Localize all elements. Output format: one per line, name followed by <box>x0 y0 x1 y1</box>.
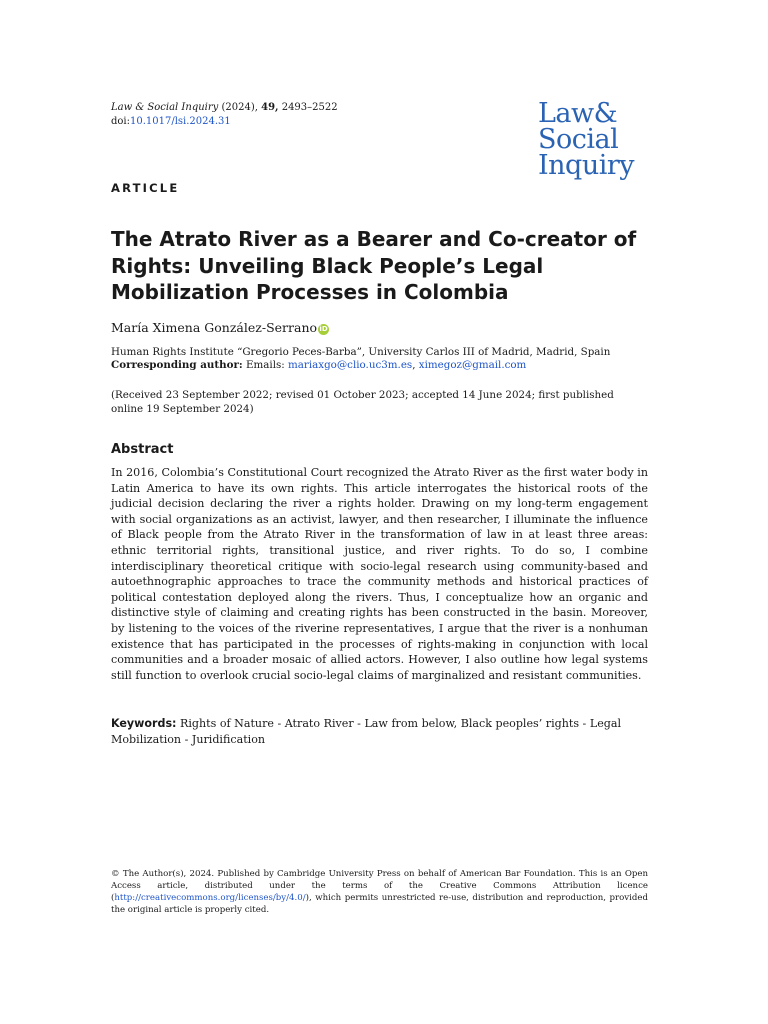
license-link[interactable]: http://creativecommons.org/licenses/by/4.0/ <box>114 893 306 903</box>
journal-name: Law & Social Inquiry <box>111 102 219 113</box>
abstract-heading: Abstract <box>111 442 174 457</box>
corresponding-author-label: Corresponding author: <box>111 359 243 371</box>
logo-line-3: Inquiry <box>538 150 635 181</box>
doi-prefix: doi: <box>111 116 130 127</box>
orcid-icon[interactable]: iD <box>319 325 328 333</box>
email-link-1[interactable]: mariaxgo@clio.uc3m.es <box>288 359 413 371</box>
author-line <box>111 320 329 336</box>
journal-logo <box>538 98 648 181</box>
corresponding-author <box>111 359 526 372</box>
license-notice <box>111 868 648 916</box>
keywords-text: Rights of Nature - Atrato River - Law from below, Black peoples’ rights - Legal Mobilization - Juridification <box>111 717 622 746</box>
article-type-label: ARTICLE <box>111 181 180 195</box>
keywords-label: Keywords: <box>111 717 177 730</box>
journal-year: (2024), <box>221 102 258 113</box>
logo-line-2: Social <box>538 124 619 155</box>
journal-pages: 2493–2522 <box>281 102 338 113</box>
journal-citation <box>111 101 338 114</box>
license-text-2: ), which permits unrestricted re-use, distribution and reproduction, provided the original article is properly cited. <box>111 893 648 915</box>
article-first-page <box>111 0 648 1024</box>
emails-label: Emails: <box>245 359 285 371</box>
author-affiliation: Human Rights Institute “Gregorio Peces-Barba”, University Carlos III of Madrid, Madrid, Spain <box>111 346 611 358</box>
journal-volume: 49, <box>261 102 279 113</box>
license-text-1: © The Author(s), 2024. Published by Cambridge University Press on behalf of American Bar Foundation. This is an Open Access article, distributed under the terms of the Creative Commons Attribution licence ( <box>111 869 648 903</box>
doi-link[interactable]: 10.1017/lsi.2024.31 <box>130 116 231 127</box>
email-separator: , <box>412 359 416 371</box>
keywords <box>111 716 648 747</box>
doi-line <box>111 115 231 128</box>
email-link-2[interactable]: ximegoz@gmail.com <box>418 359 527 371</box>
article-title: The Atrato River as a Bearer and Co-creator of Rights: Unveiling Black People’s Legal Mobilization Processes in Colombia <box>111 227 637 304</box>
logo-line-1: Law& <box>538 98 618 129</box>
author-name: María Ximena González-Serrano <box>111 320 318 335</box>
abstract-text: In 2016, Colombia’s Constitutional Court recognized the Atrato River as the first water body in Latin America to have its own rights. This article interrogates the historical roots of the judicial decision declaring the river a rights holder. Drawing on my long-term engagement with social organizations as an activist, lawyer, and then researcher, I illuminate the influence of Black people from the Atrato River in the transformation of law in at least three areas: ethnic territorial rights, transitional justice, and river rights. To do so, I combine interdisciplinary theoretical critique with socio-legal research using community-based and autoethnographic approaches to trace the community methods and historical practices of political contestation deployed along the rivers. Thus, I conceptualize how an organic and distinctive style of claiming and creating rights has been constructed in the basin. Moreover, by listening to the voices of the riverine representatives, I argue that the river is a nonhuman existence that has participated in the processes of rights-making in conjunction with local communities and a broader mosaic of allied actors. However, I also outline how legal systems still function to overlook crucial socio-legal claims of marginalized and resistant communities. <box>111 466 648 682</box>
publication-history: (Received 23 September 2022; revised 01 October 2023; accepted 14 June 2024; first published online 19 September 2024) <box>111 389 614 415</box>
